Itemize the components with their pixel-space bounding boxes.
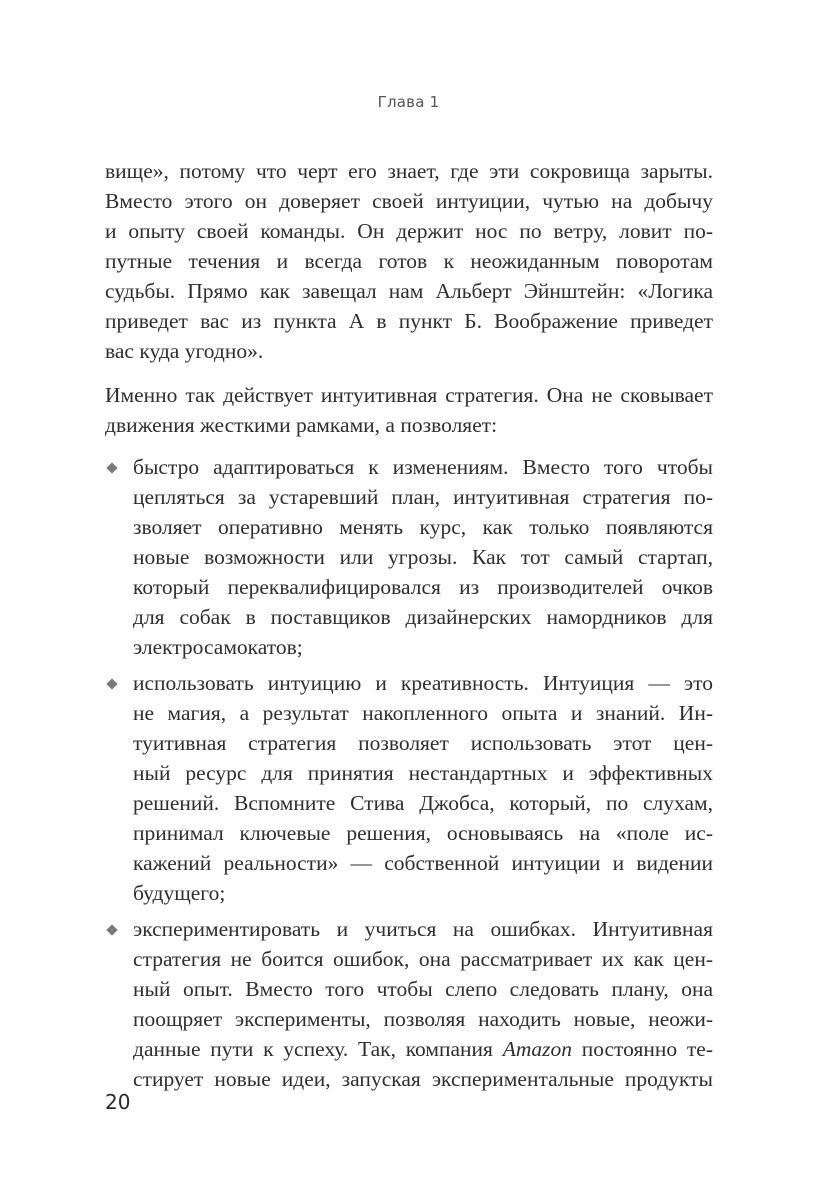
text-line: не магия, а результат накопленного опыта и знаний. Ин- (133, 701, 713, 725)
bullet-item-experiment (105, 914, 713, 1094)
text-line-with-italic (133, 1034, 713, 1064)
paragraph-1 (105, 156, 713, 366)
text-line: судьбы. Прямо как завещал нам Альберт Эйнштейн: «Логика (105, 279, 713, 303)
text-line: зволяет оперативно менять курс, как только появляются (133, 515, 713, 539)
text-line: Именно так действует интуитивная стратегия. Она не сковывает (105, 383, 713, 407)
text-line: приведет вас из пункта А в пункт Б. Воображение приведет (105, 309, 713, 333)
text-line: путные течения и всегда готов к неожиданным поворотам (105, 249, 713, 273)
text-run: постоянно те- (571, 1037, 713, 1061)
text-line: принимал ключевые решения, основываясь на «поле ис- (133, 821, 713, 845)
text-line: решений. Вспомните Стива Джобса, который, по слухам, (133, 791, 713, 815)
diamond-bullet-icon (106, 462, 117, 473)
text-line: новые возможности или угрозы. Как тот самый стартап, (133, 545, 713, 569)
text-line: Вместо этого он доверяет своей интуиции, чутью на добычу (105, 189, 713, 213)
text-line: экспериментировать и учиться на ошибках. Интуитивная (133, 917, 713, 941)
diamond-bullet-icon (106, 678, 117, 689)
text-line: поощряет эксперименты, позволяя находить новые, неожи- (133, 1007, 713, 1031)
text-line: ный опыт. Вместо того чтобы слепо следовать плану, она (133, 977, 713, 1001)
text-line: кажений реальности» — собственной интуиции и видении (133, 851, 713, 875)
text-line: ный ресурс для принятия нестандартных и эффективных (133, 761, 713, 785)
bullet-item-adapt (105, 452, 713, 662)
text-line: быстро адаптироваться к изменениям. Вместо того чтобы (133, 455, 713, 479)
company-name-italic: Amazon (502, 1037, 572, 1061)
running-head: Глава 1 (377, 93, 440, 111)
text-line: стратегия не боится ошибок, она рассматривает их как цен- (133, 947, 713, 971)
text-line: использовать интуицию и креативность. Интуиция — это (133, 671, 713, 695)
page-number: 20 (105, 1090, 131, 1114)
bullet-item-intuition (105, 668, 713, 908)
paragraph-2 (105, 380, 713, 440)
text-line: будущего; (133, 881, 226, 905)
bullet-list (105, 452, 713, 1094)
text-line: стирует новые идеи, запуская экспериментальные продукты (133, 1067, 713, 1091)
text-line: электросамокатов; (133, 635, 303, 659)
diamond-bullet-icon (106, 924, 117, 935)
text-line: цепляться за устаревший план, интуитивная стратегия по- (133, 485, 713, 509)
text-line: вас куда угодно». (105, 339, 264, 363)
text-line: туитивная стратегия позволяет использовать этот цен- (133, 731, 713, 755)
text-line: и опыту своей команды. Он держит нос по ветру, ловит по- (105, 219, 713, 243)
page-body (105, 156, 713, 1100)
text-run: данные пути к успеху. Так, компания (133, 1037, 503, 1061)
text-line: который переквалифицировался из производителей очков (133, 575, 713, 599)
text-line: движения жесткими рамками, а позволяет: (105, 413, 498, 437)
text-line: для собак в поставщиков дизайнерских намордников для (133, 605, 713, 629)
text-line: вище», потому что черт его знает, где эти сокровища зарыты. (105, 159, 713, 183)
